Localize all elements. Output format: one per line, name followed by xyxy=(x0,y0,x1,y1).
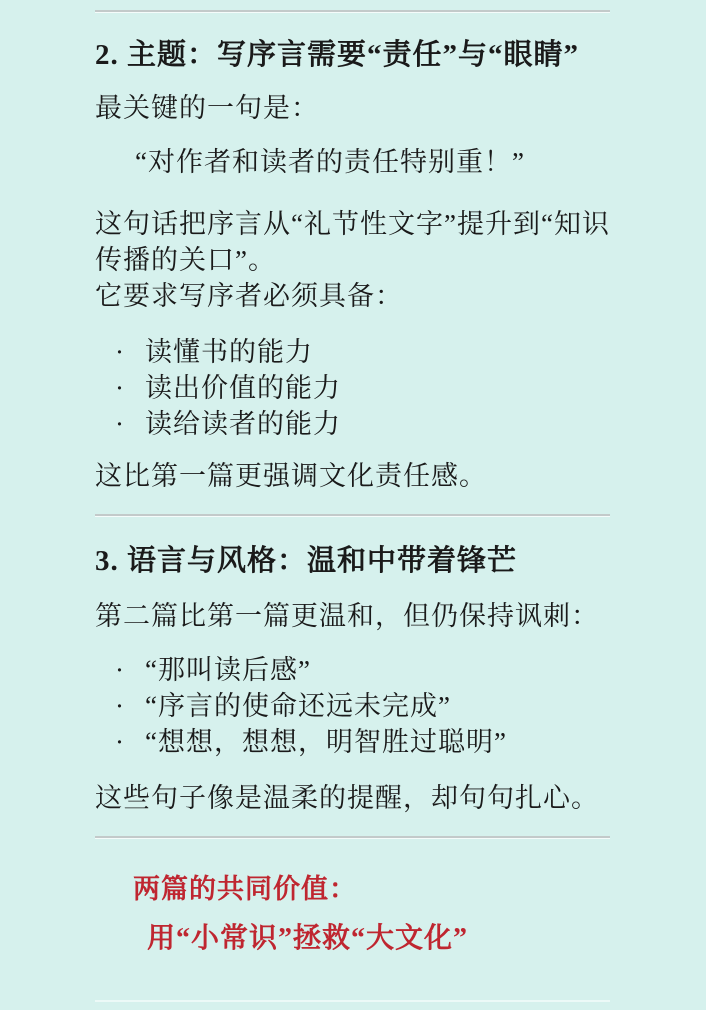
bullet-item xyxy=(95,652,610,688)
bullet-text: “序言的使命还远未完成” xyxy=(145,691,451,721)
section-2-paragraph: 这句话把序言从“礼节性文字”提升到“知识传播的关口”。 xyxy=(95,209,610,275)
footer-highlight xyxy=(95,872,610,956)
section-divider xyxy=(95,514,610,517)
bullet-dot-icon: · xyxy=(115,409,125,439)
section-3-lead: 第二篇比第一篇更温和，但仍保持讽刺： xyxy=(95,601,599,631)
bullet-dot-icon: · xyxy=(115,691,125,721)
section-2-conclusion: 这比第一篇更强调文化责任感。 xyxy=(95,461,487,491)
bullet-text: 读给读者的能力 xyxy=(145,409,341,439)
bullet-dot-icon: · xyxy=(115,655,125,685)
bullet-dot-icon: · xyxy=(115,373,125,403)
section-3-bullet-list xyxy=(95,652,610,760)
footer-highlight-title: 两篇的共同价值： xyxy=(133,874,357,904)
bullet-item xyxy=(95,688,610,724)
bullet-dot-icon: · xyxy=(115,727,125,757)
section-2-paragraph-2: 它要求写序者必须具备： xyxy=(95,281,403,311)
section-divider xyxy=(95,1000,610,1002)
bullet-text: 读懂书的能力 xyxy=(145,337,313,367)
section-3-conclusion: 这些句子像是温柔的提醒，却句句扎心。 xyxy=(95,783,599,813)
footer-highlight-slogan: 用“小常识”拯救“大文化” xyxy=(147,923,469,954)
section-2-lead: 最关键的一句是： xyxy=(95,93,319,123)
bullet-item xyxy=(95,370,610,406)
section-3-heading: 3. 语言与风格：温和中带着锋芒 xyxy=(95,545,518,577)
article-body xyxy=(95,10,610,1002)
bullet-dot-icon: · xyxy=(115,337,125,367)
bullet-item xyxy=(95,724,610,760)
bullet-item xyxy=(95,334,610,370)
bullet-text: “想想，想想，明智胜过聪明” xyxy=(145,727,507,757)
section-2-heading: 2. 主题：写序言需要“责任”与“眼睛” xyxy=(95,39,580,71)
section-2-quote: “对作者和读者的责任特别重！” xyxy=(135,147,525,177)
bullet-text: 读出价值的能力 xyxy=(145,373,341,403)
bullet-text: “那叫读后感” xyxy=(145,655,311,685)
bullet-item xyxy=(95,406,610,442)
section-divider xyxy=(95,10,610,13)
section-divider xyxy=(95,836,610,839)
section-2-bullet-list xyxy=(95,334,610,442)
